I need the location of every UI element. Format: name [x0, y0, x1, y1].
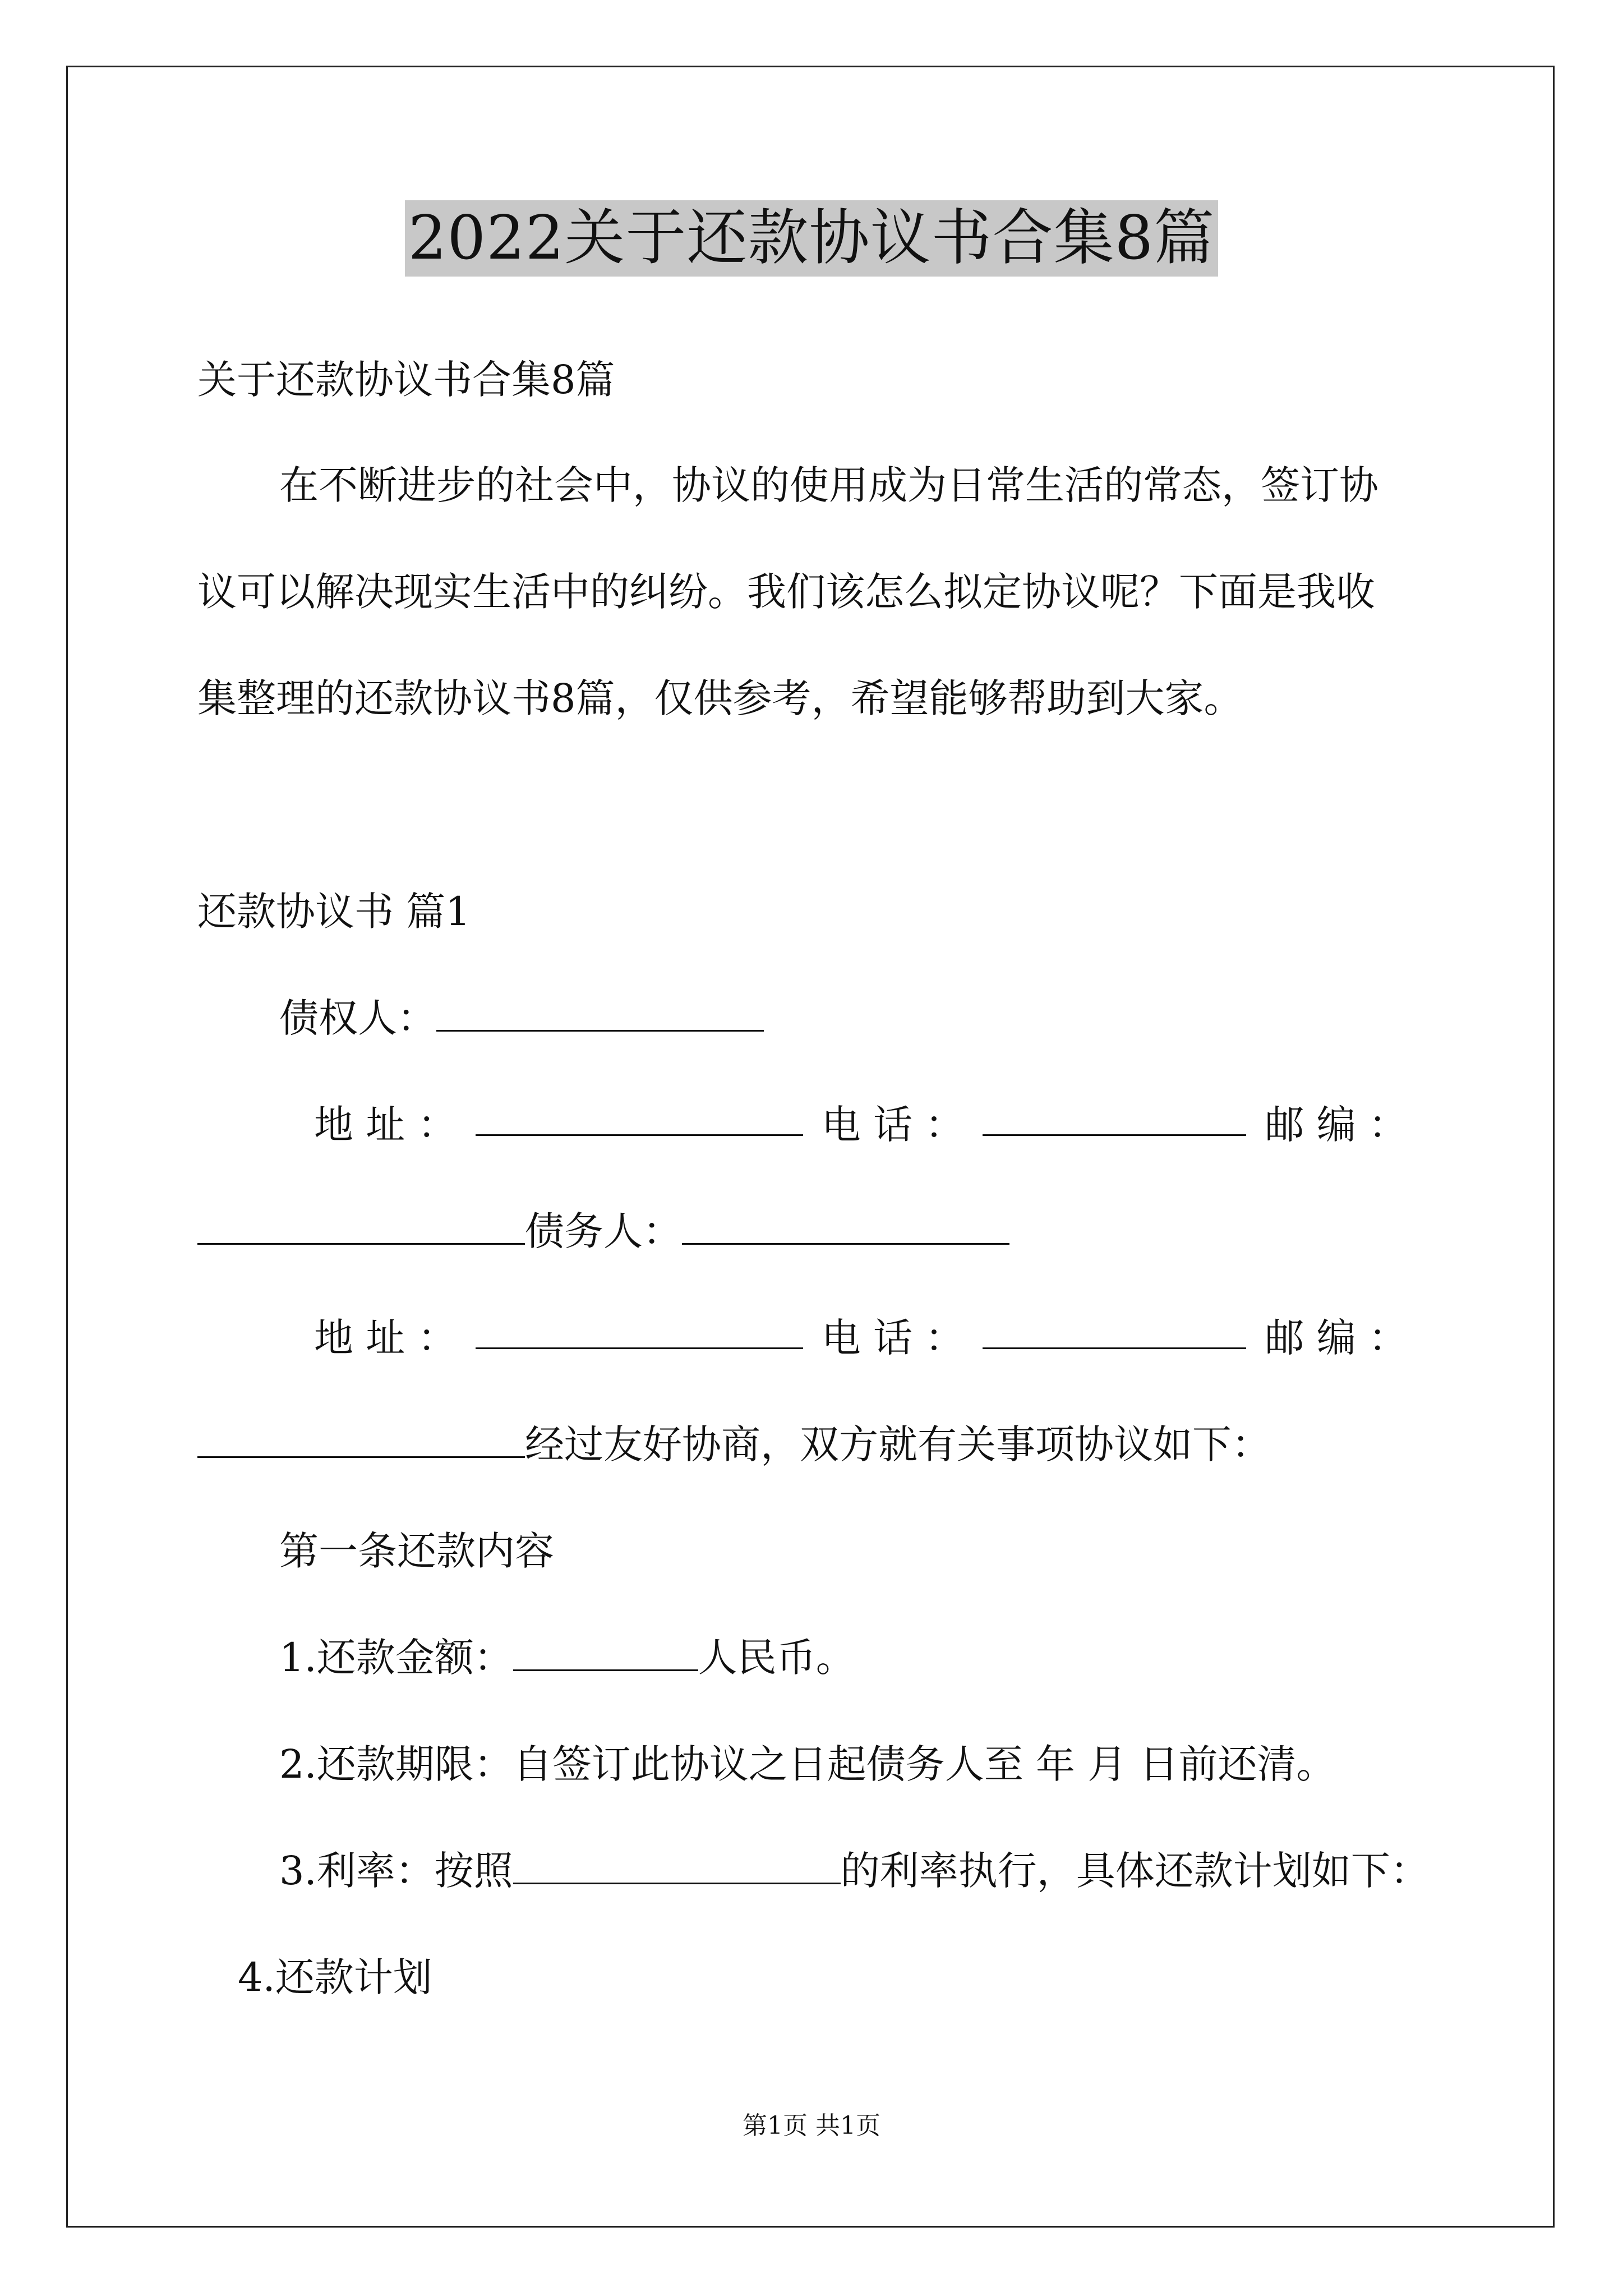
- creditor-address-blank: [476, 1099, 803, 1136]
- negotiation-row: [197, 1419, 1271, 1470]
- debtor-address-label: 地 址 ：: [314, 1315, 457, 1361]
- creditor-postcode-label: 邮 编 ：: [1265, 1102, 1408, 1148]
- item-3-prefix: 3.利率：按照: [279, 1848, 513, 1894]
- creditor-address-label: 地 址 ：: [314, 1102, 457, 1148]
- item-4: 4.还款计划: [238, 1954, 432, 2000]
- debtor-blank: [682, 1208, 1009, 1245]
- article-1-heading: 第一条还款内容: [279, 1528, 554, 1574]
- creditor-postcode-blank: [197, 1208, 525, 1245]
- creditor-row: [279, 993, 764, 1043]
- interest-rate-blank: [513, 1848, 841, 1884]
- intro-line-1: 在不断进步的社会中，协议的使用成为日常生活的常态，签订协: [279, 462, 1378, 508]
- amount-blank: [513, 1635, 698, 1671]
- creditor-phone-label: 电 话 ：: [821, 1102, 965, 1148]
- item-3-suffix: 的利率执行，具体还款计划如下：: [840, 1848, 1430, 1894]
- item-3: [279, 1846, 1430, 1896]
- section-heading: 还款协议书 篇1: [197, 889, 471, 935]
- document-title: 2022关于还款协议书合集8篇: [405, 200, 1219, 277]
- debtor-label: 债务人：: [525, 1208, 682, 1254]
- debtor-postcode-label: 邮 编 ：: [1265, 1315, 1408, 1361]
- negotiation-text: 经过友好协商，双方就有关事项协议如下：: [525, 1421, 1271, 1467]
- page-footer: 第1页 共1页: [743, 2111, 880, 2140]
- intro-line-2: 议可以解决现实生活中的纠纷。我们该怎么拟定协议呢？下面是我收: [197, 569, 1375, 615]
- debtor-contact-row: [314, 1313, 1408, 1363]
- debtor-phone-blank: [983, 1313, 1246, 1349]
- debtor-phone-label: 电 话 ：: [821, 1315, 965, 1361]
- creditor-label: 债权人：: [279, 995, 436, 1041]
- debtor-row: [197, 1206, 1009, 1257]
- creditor-phone-blank: [983, 1099, 1246, 1136]
- subtitle: 关于还款协议书合集8篇: [197, 357, 615, 403]
- item-1-prefix: 1.还款金额：: [279, 1635, 513, 1681]
- title-container: [0, 200, 1623, 277]
- creditor-contact-row: [314, 1099, 1408, 1150]
- debtor-postcode-blank: [197, 1421, 525, 1458]
- item-1-suffix: 人民币。: [698, 1635, 855, 1681]
- item-2: 2.还款期限：自签订此协议之日起债务人至 年 月 日前还清。: [279, 1741, 1336, 1787]
- debtor-address-blank: [476, 1313, 803, 1349]
- creditor-blank: [436, 995, 764, 1032]
- intro-line-3: 集整理的还款协议书8篇，仅供参考，希望能够帮助到大家。: [197, 675, 1243, 721]
- item-1: [279, 1632, 855, 1683]
